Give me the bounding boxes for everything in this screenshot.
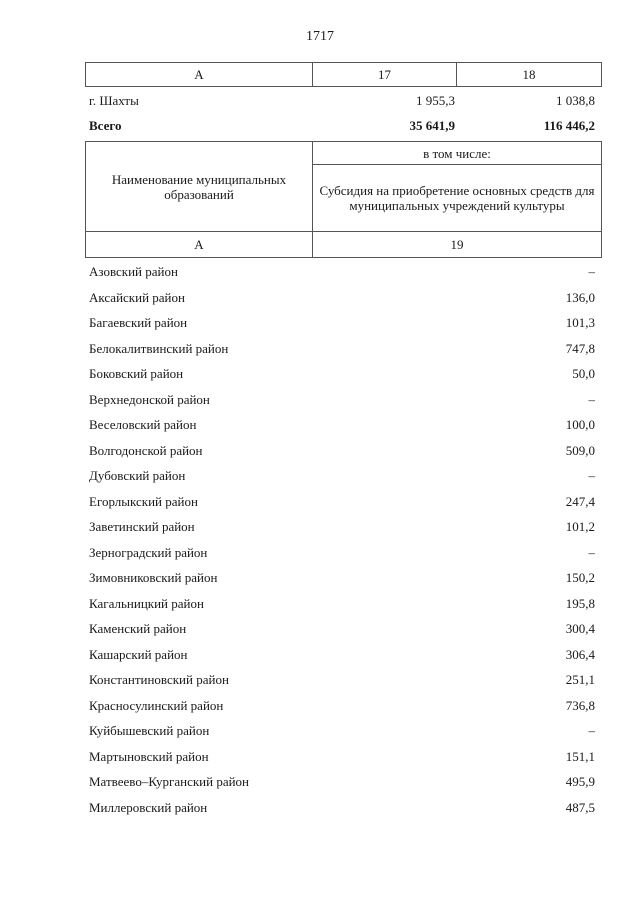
- table-row: [85, 387, 601, 413]
- municipality-name: Аксайский район: [89, 289, 185, 305]
- municipality-name: Мартыновский район: [89, 748, 209, 764]
- column-header-18: 18: [457, 63, 602, 87]
- table-row: [85, 310, 601, 336]
- table-row: [85, 463, 601, 489]
- total-row: [85, 113, 601, 138]
- table-row: [85, 769, 601, 795]
- table-row: [85, 540, 601, 566]
- column-header-17: 17: [313, 63, 457, 87]
- municipality-name: Егорлыкский район: [89, 493, 198, 509]
- table-row: [85, 259, 601, 285]
- column-header-a: А: [86, 63, 313, 87]
- subsidy-value: 251,1: [565, 672, 595, 687]
- subsidy-value: –: [588, 723, 595, 738]
- subsidy-table-header: [85, 141, 602, 258]
- row-value-18: 1 038,8: [556, 93, 595, 108]
- subsidy-value: 300,4: [565, 621, 595, 636]
- municipality-name: Дубовский район: [89, 468, 186, 483]
- municipality-name: Азовский район: [89, 264, 178, 279]
- table-row: [85, 438, 601, 464]
- subsidy-value: 195,8: [565, 595, 595, 611]
- municipality-name: Зерноградский район: [89, 544, 208, 560]
- table-row: [85, 88, 601, 113]
- row-name: г. Шахты: [89, 93, 139, 108]
- subsidy-value: 509,0: [565, 442, 595, 458]
- subsidy-value: 247,4: [565, 493, 595, 509]
- table-row: [85, 412, 601, 438]
- table-row: [85, 514, 601, 540]
- top-table-header: [85, 62, 602, 87]
- page-number: 1717: [306, 29, 334, 44]
- municipality-name: Заветинский район: [89, 519, 195, 534]
- table-row: [85, 565, 601, 591]
- subsidy-value: –: [588, 264, 595, 279]
- subsidy-value: 101,2: [565, 519, 595, 534]
- row-name: Всего: [89, 118, 122, 133]
- table-row: [85, 795, 601, 821]
- subsidy-value: 150,2: [565, 570, 595, 585]
- subsidy-column-header: Субсидия на приобретение основных средств для муниципальных учреждений культуры: [313, 165, 602, 232]
- municipality-name: Красносулинский район: [89, 697, 224, 713]
- municipality-name: Куйбышевский район: [89, 723, 210, 738]
- municipality-name: Белокалитвинский район: [89, 340, 229, 356]
- subsidy-value: –: [588, 544, 595, 560]
- subsidy-value: 306,4: [565, 646, 595, 662]
- column-code-19: 19: [313, 232, 602, 258]
- table-row: [85, 616, 601, 642]
- table-row: [85, 718, 601, 744]
- table-row: [85, 489, 601, 515]
- municipality-name: Багаевский район: [89, 315, 188, 330]
- subsidy-value: 747,8: [565, 340, 595, 356]
- subsidy-value: 487,5: [565, 799, 595, 815]
- municipality-name: Матвеево–Курганский район: [89, 774, 250, 789]
- subsidy-value: 100,0: [565, 417, 595, 432]
- subsidy-value: 136,0: [565, 289, 595, 305]
- municipality-name: Константиновский район: [89, 672, 229, 687]
- top-table-body: [85, 88, 601, 138]
- table-row: [85, 591, 601, 617]
- municipality-column-header: Наименование муниципальных образований: [86, 142, 313, 232]
- table-row: [85, 744, 601, 770]
- row-value-17: 1 955,3: [416, 93, 455, 108]
- municipality-name: Зимовниковский район: [89, 570, 218, 585]
- municipality-name: Каменский район: [89, 621, 187, 636]
- table-row: [85, 285, 601, 311]
- municipality-name: Миллеровский район: [89, 799, 208, 815]
- subsidy-value: –: [588, 468, 595, 483]
- municipality-name: Волгодонской район: [89, 442, 203, 458]
- subsidy-value: 736,8: [565, 697, 595, 713]
- subsidy-table-body: [85, 259, 601, 820]
- table-row: [85, 642, 601, 668]
- row-value-18: 116 446,2: [543, 118, 595, 133]
- subsidy-value: 495,9: [565, 774, 595, 789]
- row-value-17: 35 641,9: [409, 118, 455, 133]
- subsidy-value: 151,1: [565, 748, 595, 764]
- municipality-name: Верхнедонской район: [89, 391, 210, 407]
- subsidy-value: 101,3: [565, 315, 595, 330]
- group-header: в том числе:: [313, 142, 602, 165]
- table-row: [85, 667, 601, 693]
- subsidy-value: –: [588, 391, 595, 407]
- subsidy-value: 50,0: [572, 366, 595, 381]
- table-row: [85, 693, 601, 719]
- municipality-name: Боковский район: [89, 366, 184, 381]
- table-row: [85, 336, 601, 362]
- column-code-a: А: [86, 232, 313, 258]
- municipality-name: Кагальницкий район: [89, 595, 204, 611]
- table-row: [85, 361, 601, 387]
- municipality-name: Веселовский район: [89, 417, 197, 432]
- municipality-name: Кашарский район: [89, 646, 188, 662]
